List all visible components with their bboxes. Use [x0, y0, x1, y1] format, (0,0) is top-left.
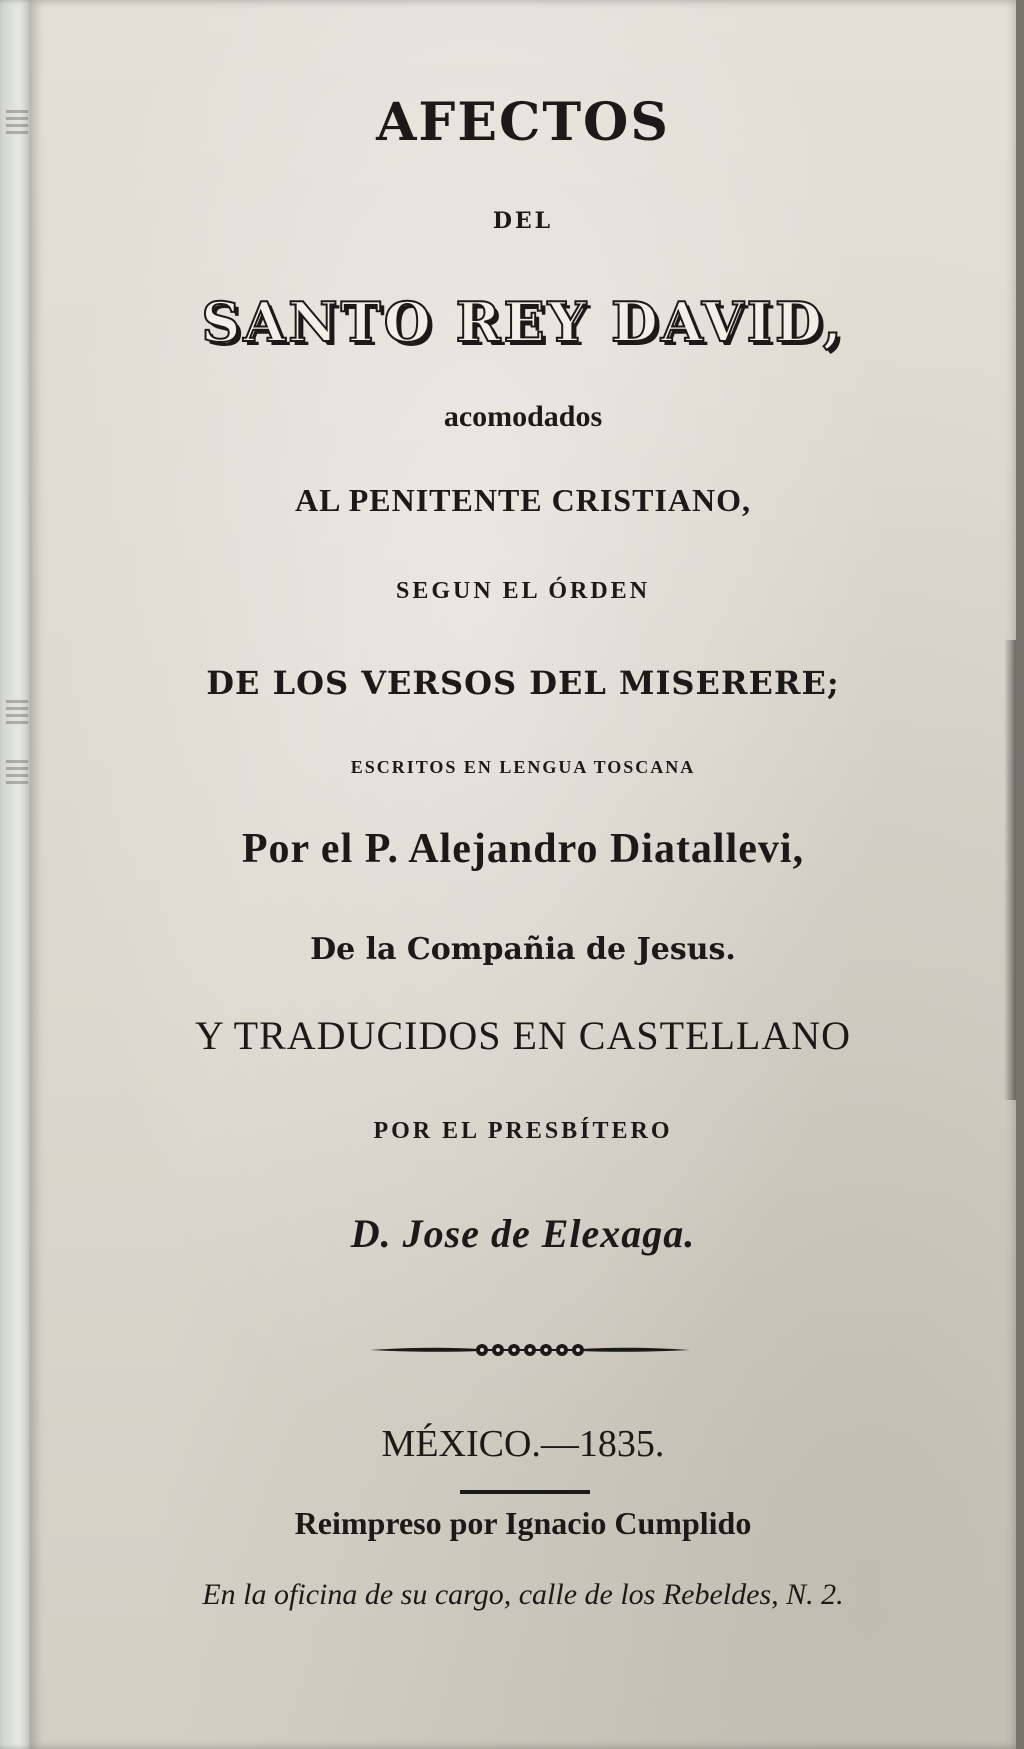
translator-name: D. Jose de Elexaga. — [350, 1211, 696, 1256]
title-line-santo-rey-david: SANTO REY DAVID, — [201, 290, 845, 354]
translator-intro: POR EL PRESBÍTERO — [373, 1118, 673, 1144]
imprint-address: En la oficina de su cargo, calle de los Rebeldes, N. 2. — [202, 1578, 844, 1611]
imprint-printer: Reimpreso por Ignacio Cumplido — [294, 1505, 752, 1541]
subtitle-miserere: DE LOS VERSOS DEL MISERERE; — [206, 664, 840, 702]
bleed-mark — [6, 760, 28, 786]
bleed-mark — [6, 700, 28, 726]
subtitle-penitente: AL PENITENTE CRISTIANO, — [295, 482, 751, 518]
previous-page-edge — [0, 0, 34, 1749]
short-rule — [460, 1490, 590, 1494]
title-line-afectos: AFECTOS — [376, 92, 670, 153]
title-page — [30, 0, 1016, 1749]
ornament-divider-icon — [370, 1338, 690, 1362]
imprint-place-date: MÉXICO.—1835. — [381, 1423, 665, 1465]
translation-line: Y TRADUCIDOS EN CASTELLANO — [195, 1013, 851, 1058]
subtitle-lengua-toscana: ESCRITOS EN LENGUA TOSCANA — [350, 757, 696, 777]
title-line-del: DEL — [492, 208, 554, 234]
bleed-mark — [6, 110, 28, 136]
author-line: Por el P. Alejandro Diatallevi, — [241, 826, 805, 872]
subtitle-segun-orden: SEGUN EL ÓRDEN — [395, 578, 651, 604]
author-affiliation: De la Compañia de Jesus. — [310, 932, 736, 967]
subtitle-acomodados: acomodados — [443, 400, 603, 433]
